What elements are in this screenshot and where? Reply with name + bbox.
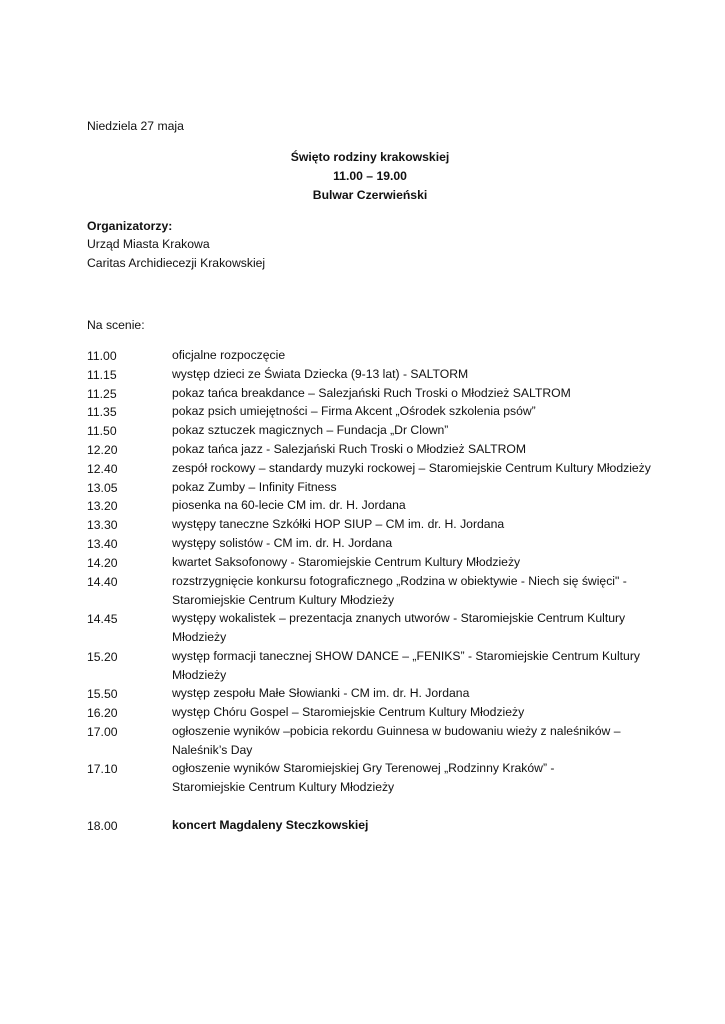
schedule-time: 13.40	[87, 537, 118, 551]
schedule-time: 13.20	[87, 499, 118, 513]
schedule-text: występy solistów - CM im. dr. H. Jordana	[172, 536, 393, 550]
schedule-time: 14.20	[87, 556, 118, 570]
schedule-text: występ Chóru Gospel – Staromiejskie Centrum Kultury Młodzieży	[172, 705, 525, 719]
schedule-time: 16.20	[87, 706, 118, 720]
schedule-time: 13.05	[87, 481, 118, 495]
schedule-time: 13.30	[87, 518, 118, 532]
schedule-text: pokaz tańca jazz - Salezjański Ruch Troski o Młodzież SALTROM	[172, 442, 527, 456]
schedule-time: 14.40	[87, 575, 118, 589]
schedule-text: piosenka na 60-lecie CM im. dr. H. Jordana	[172, 498, 406, 512]
schedule-time: 12.20	[87, 443, 118, 457]
schedule-text: ogłoszenie wyników –pobicia rekordu Guinnesa w budowaniu wieży z naleśników – Naleśnik’s Day	[172, 724, 621, 757]
schedule-time: 17.10	[87, 762, 118, 776]
schedule-text: pokaz tańca breakdance – Salezjański Ruch Troski o Młodzież SALTROM	[172, 386, 571, 400]
organizer-item: Caritas Archidiecezji Krakowskiej	[87, 256, 266, 270]
schedule-time: 11.50	[87, 424, 117, 438]
schedule-text: kwartet Saksofonowy - Staromiejskie Centrum Kultury Młodzieży	[172, 555, 521, 569]
schedule-text: pokaz Zumby – Infinity Fitness	[172, 480, 337, 494]
schedule-text: występy wokalistek – prezentacja znanych utworów - Staromiejskie Centrum Kultury Młodzieży	[172, 611, 626, 644]
schedule-text: pokaz psich umiejętności – Firma Akcent „Ośrodek szkolenia psów”	[172, 404, 536, 418]
organizer-item: Urząd Miasta Krakowa	[87, 237, 210, 251]
schedule-text: występ dzieci ze Świata Dziecka (9-13 lat) - SALTORM	[172, 367, 469, 381]
finale-time: 18.00	[87, 819, 118, 833]
schedule-time: 12.40	[87, 462, 118, 476]
schedule-time: 11.35	[87, 405, 117, 419]
schedule-time: 11.00	[87, 349, 117, 363]
schedule-time: 11.25	[87, 387, 117, 401]
schedule-time: 15.50	[87, 687, 118, 701]
finale-text: koncert Magdaleny Steczkowskiej	[172, 818, 369, 832]
schedule-text: zespół rockowy – standardy muzyki rockowej – Staromiejskie Centrum Kultury Młodzieży	[172, 461, 651, 475]
schedule-time: 11.15	[87, 368, 117, 382]
event-title: Święto rodziny krakowskiej	[290, 150, 450, 164]
organizers-heading: Organizatorzy:	[87, 219, 173, 233]
stage-heading: Na scenie:	[87, 318, 145, 332]
event-hours: 11.00 – 19.00	[333, 169, 407, 183]
date-line: Niedziela 27 maja	[87, 119, 184, 133]
schedule-time: 17.00	[87, 725, 118, 739]
schedule-text: ogłoszenie wyników Staromiejskiej Gry Terenowej „Rodzinny Kraków” - Staromiejskie Centrum Kultury Młodzieży	[172, 761, 555, 794]
schedule-time: 15.20	[87, 650, 118, 664]
schedule-time: 14.45	[87, 612, 118, 626]
event-place: Bulwar Czerwieński	[312, 188, 428, 202]
schedule-text: oficjalne rozpoczęcie	[172, 348, 286, 362]
schedule-text: rozstrzygnięcie konkursu fotograficznego „Rodzina w obiektywie - Niech się święci" - Staromiejskie Centrum Kultury Młodzieży	[172, 574, 627, 607]
schedule-text: występ zespołu Małe Słowianki - CM im. dr. H. Jordana	[172, 686, 470, 700]
schedule-text: występ formacji tanecznej SHOW DANCE – „FENIKS” - Staromiejskie Centrum Kultury Młodzieży	[172, 649, 640, 682]
schedule-text: pokaz sztuczek magicznych – Fundacja „Dr Clown”	[172, 423, 449, 437]
schedule-text: występy taneczne Szkółki HOP SIUP – CM im. dr. H. Jordana	[172, 517, 505, 531]
